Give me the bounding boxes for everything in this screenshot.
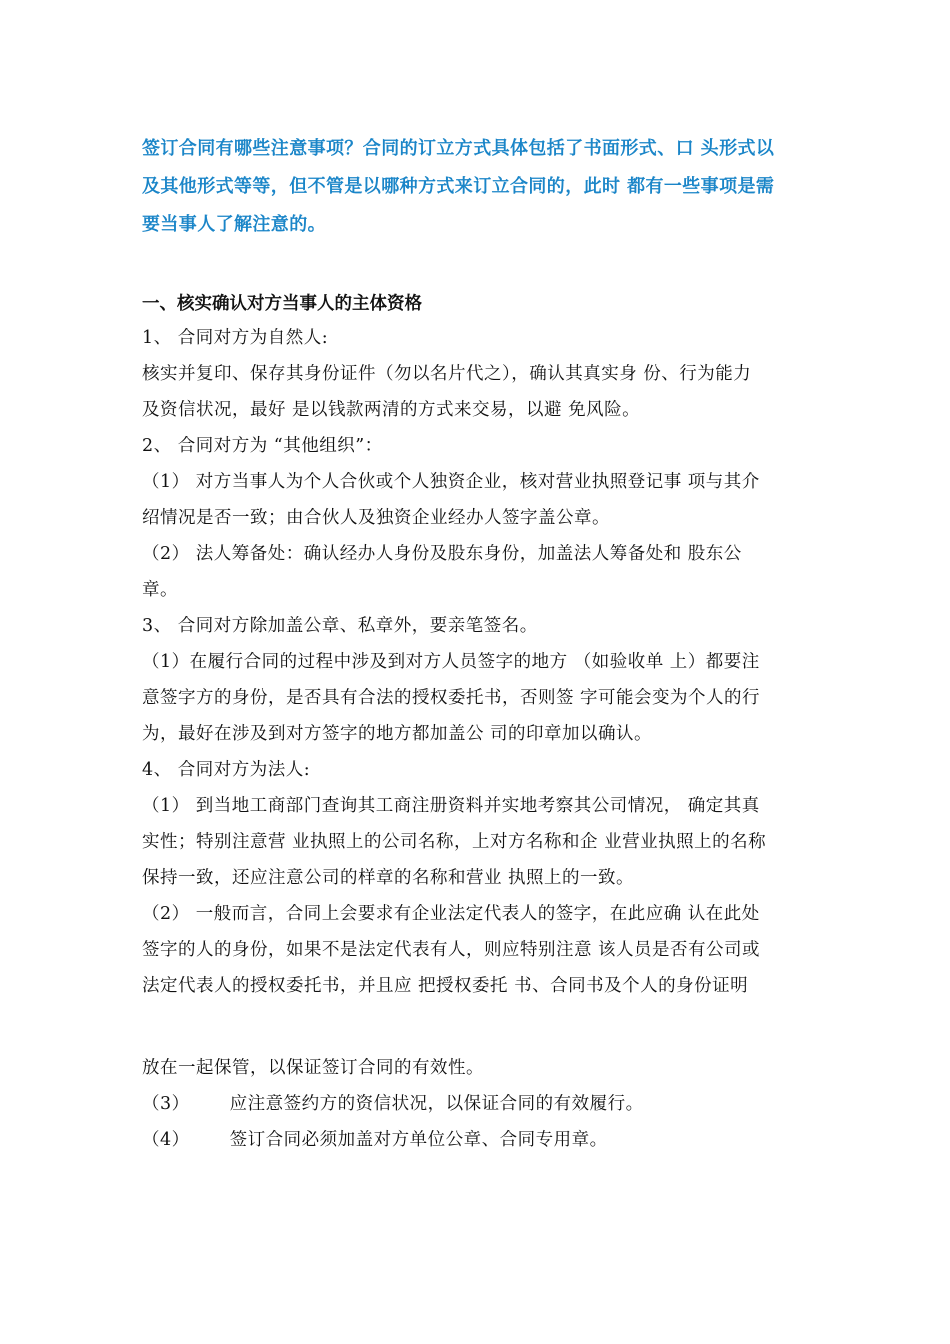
- continuation-body: [142, 1050, 822, 1158]
- body-line: 意签字方的身份，是否具有合法的授权委托书，否则签 字可能会变为个人的行: [142, 688, 761, 708]
- intro-line: 及其他形式等等，但不管是以哪种方式来订立合同的，此时 都有一些事项是需: [142, 176, 775, 197]
- list-item-text: 应注意签约方的资信状况，以保证合同的有效履行。: [229, 1094, 644, 1114]
- section-body: [142, 320, 822, 1004]
- body-line: （2） 法人筹备处：确认经办人身份及股东身份，加盖法人筹备处和 股东公: [142, 544, 742, 564]
- body-line: 4、 合同对方为法人:: [142, 760, 311, 780]
- list-item: [142, 1086, 822, 1122]
- body-line: 实性；特别注意营 业执照上的公司名称，上对方名称和企 业营业执照上的名称: [142, 832, 767, 852]
- body-line: （1）在履行合同的过程中涉及到对方人员签字的地方 （如验收单 上）都要注: [142, 652, 760, 672]
- body-line: （2） 一般而言，合同上会要求有企业法定代表人的签字，在此应确 认在此处: [142, 904, 760, 924]
- body-line: 绍情况是否一致；由合伙人及独资企业经办人签字盖公章。: [142, 508, 610, 528]
- body-line: 为，最好在涉及到对方签字的地方都加盖公 司的印章加以确认。: [142, 724, 653, 744]
- intro-line: 要当事人了解注意的。: [142, 214, 326, 235]
- body-line: 章。: [142, 580, 178, 600]
- body-line: 2、 合同对方为 “其他组织”：: [142, 436, 383, 456]
- body-line: （1） 到当地工商部门查询其工商注册资料并实地考察其公司情况， 确定其真: [142, 796, 760, 816]
- body-line: 及资信状况，最好 是以钱款两清的方式来交易，以避 免风险。: [142, 400, 641, 420]
- body-line: （1） 对方当事人为个人合伙或个人独资企业，核对营业执照登记事 项与其介: [142, 472, 760, 492]
- intro-paragraph: [142, 130, 822, 244]
- intro-line: 签订合同有哪些注意事项？合同的订立方式具体包括了书面形式、口 头形式以: [142, 138, 775, 159]
- body-line: 1、 合同对方为自然人:: [142, 328, 329, 348]
- list-item-marker: （3）: [142, 1094, 190, 1114]
- list-item: [142, 1122, 822, 1158]
- list-item-marker: （4）: [142, 1130, 190, 1150]
- body-line: 放在一起保管，以保证签订合同的有效性。: [142, 1058, 484, 1078]
- body-line: 保持一致，还应注意公司的样章的名称和营业 执照上的一致。: [142, 868, 635, 888]
- body-line: 法定代表人的授权委托书，并且应 把授权委托 书、合同书及个人的身份证明: [142, 976, 749, 996]
- body-line: 核实并复印、保存其身份证件（勿以名片代之），确认其真实身 份、行为能力: [142, 364, 752, 384]
- body-line: 3、 合同对方除加盖公章、私章外，要亲笔签名。: [142, 616, 538, 636]
- section-heading: 一、核实确认对方当事人的主体资格: [142, 294, 422, 314]
- list-item-text: 签订合同必须加盖对方单位公章、合同专用章。: [229, 1130, 608, 1150]
- body-line: 签字的人的身份，如果不是法定代表有人，则应特别注意 该人员是否有公司或: [142, 940, 761, 960]
